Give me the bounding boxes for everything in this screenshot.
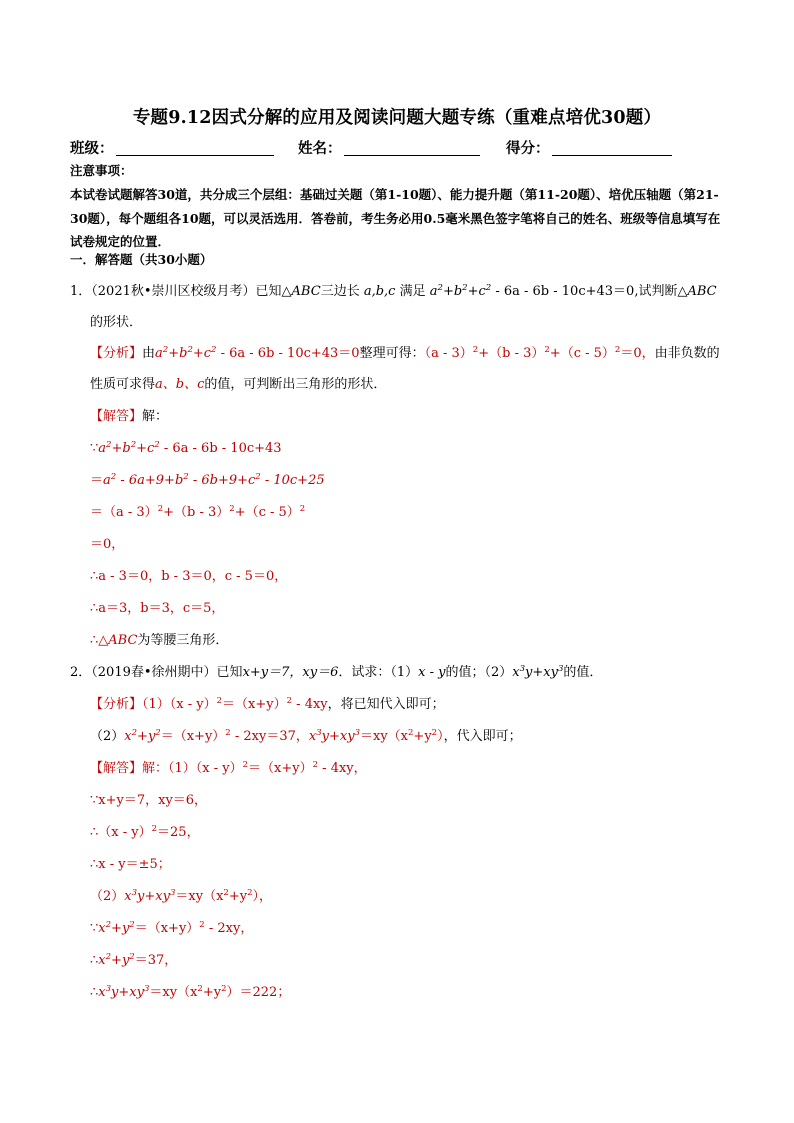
q1-vars: a,b,c (363, 284, 396, 299)
q2-source: （2019春•徐州期中） (91, 665, 217, 680)
q2-stem-text: 的值；（2） (445, 665, 513, 680)
q1-analysis-line1 (90, 345, 720, 363)
q2-step-2: ∴（x - y）$^2$＝25， (90, 824, 200, 840)
q1-analysis-vars: a、b、c (155, 377, 205, 392)
q1-triangle: ABC (108, 633, 138, 648)
q2-analysis-text: （2） (90, 729, 125, 744)
q2-analysis-tag: 【分析】 (90, 697, 143, 712)
q1-conclusion-text: 为等腰三角形． (137, 633, 229, 648)
notice-title: 注意事项： (70, 163, 133, 178)
score-field[interactable] (506, 137, 672, 158)
q1-source: （2021秋•崇川区校级月考） (91, 284, 256, 299)
q2-expr: $x^3y+xy^3$ (512, 664, 564, 680)
q1-analysis-text: 性质可求得 (90, 377, 156, 392)
q2-given: x+y＝7，xy＝6 (242, 665, 339, 680)
q1-step-6: ∴a＝3，b＝3，c＝5， (90, 601, 225, 616)
q2-analysis-text: - 4xy (292, 697, 328, 712)
q2-step-text: ）＝222； (226, 985, 291, 1000)
q1-analysis-tag: 【分析】 (90, 346, 143, 361)
q2-analysis-line2: $(2)x^2+y^2=(x+y)^2 - 2xy=37$，$x^3y+xy^3=xy(x^2+y^2)$，代入即可； (90, 728, 522, 744)
q2-number: 2． (70, 665, 92, 680)
q2-solution-text: 解：（1）（x - y） (142, 761, 243, 776)
q1-step-text: ＝ (90, 473, 104, 488)
q2-step-3: ∴x - y＝±5； (90, 857, 171, 872)
q2-step-text: ＝37， (134, 953, 178, 968)
q2-analysis-text: （1）（x - y） (142, 697, 217, 712)
q2-step-text: （2） (90, 889, 125, 904)
therefore-symbol: ∴ (90, 985, 99, 1000)
q1-equation-tail: - 6a - 6b - 10c+43＝0,试判断△ (491, 284, 688, 299)
q2-solution-tag: 【解答】 (90, 761, 143, 776)
score-label: 得分： (506, 140, 550, 157)
notice-body: 本试卷试题解答30道，共分成三个层组：基础过关题（第1-10题）、能力提升题（第11-20题）、培优压轴题（第21-30题），每个题组各10题，可以灵活选用．答卷前，考生务必用0.5毫米黑色签字笔将自己的姓名、班级等信息填写在试卷规定的位置． (70, 187, 721, 249)
q1-analysis-text: 由 (142, 346, 156, 361)
q2-analysis-line1: 【分析】$(1)(x - y)^2=(x+y)^2 - 4xy$，将已知代入即可； (90, 696, 445, 712)
q1-triangle: ABC (291, 284, 321, 299)
q1-step-1: $\because a^2+b^2+c^2 - 6a - 6b - 10c+43$ (90, 440, 282, 456)
q1-analysis-equation: $a^2+b^2+c^2$ (155, 345, 217, 361)
q1-step-3: ＝（a - 3）$^2$+（b - 3）$^2$+（c - 5）$^2$ (90, 504, 306, 520)
q1-equation: $a^2+b^2+c^2$ (429, 283, 492, 299)
q1-step-5: ∴a - 3＝0，b - 3＝0，c - 5＝0， (90, 569, 288, 584)
q2-step-text: ∴（x - y） (90, 825, 152, 840)
score-blank[interactable] (552, 141, 672, 156)
q1-step-text: ＝（a - 3） (90, 505, 158, 520)
q1-analysis-text: 的值，可判断出三角形的形状． (204, 377, 387, 392)
q2-analysis-text: ＝（x+y） (222, 697, 287, 712)
q1-analysis-text: 整理可得： (359, 346, 425, 361)
q2-stem-text: 的值． (563, 665, 603, 680)
q1-stem-text: 已知△ (255, 284, 292, 299)
q2-stem-text: ．试求：（1） (338, 665, 419, 680)
name-field[interactable] (298, 137, 480, 158)
q1-solution-head (90, 408, 168, 426)
q1-conclusion (90, 632, 228, 650)
q2-solution-head: 【解答】解：$(1)(x - y)^2=(x+y)^2 - 4xy$， (90, 760, 367, 776)
class-blank[interactable] (116, 141, 274, 156)
q1-triangle: ABC (687, 284, 717, 299)
q1-analysis-line2 (90, 376, 386, 394)
q2-step-1: ∵x+y＝7，xy＝6， (90, 793, 208, 808)
because-symbol: ∵ (90, 441, 99, 456)
q1-step-4: ＝0， (90, 537, 125, 552)
q2-stem-text: 已知 (216, 665, 243, 680)
q2-step-7: $\therefore x^3y+xy^3=xy(x^2+y^2)=222$； (90, 984, 291, 1000)
because-symbol: ∵ (90, 921, 99, 936)
section-title: 一．解答题（共30小题） (70, 252, 213, 267)
q1-solution-tag: 【解答】 (90, 409, 143, 424)
q2-stem (70, 664, 602, 682)
q1-stem-text: 满足 (399, 284, 426, 299)
class-label: 班级： (70, 140, 114, 157)
name-label: 姓名： (298, 140, 342, 157)
q1-stem-end: 的形状． (90, 315, 143, 330)
q1-analysis-text: 由非负数的 (654, 346, 720, 361)
q1-stem-line1 (70, 283, 717, 301)
q1-stem-text: 三边长 (320, 284, 360, 299)
therefore-symbol: ∴ (90, 953, 99, 968)
q2-expr: x - y (418, 665, 446, 680)
q1-step-2: $=a^2 - 6a+9+b^2 - 6b+9+c^2 - 10c+25$ (90, 472, 325, 488)
q2-step-5: $\because x^2+y^2=(x+y)^2 - 2xy$， (90, 920, 254, 936)
student-info-row (70, 137, 730, 159)
class-field[interactable] (70, 137, 274, 158)
q2-analysis-text: ，代入即可； (443, 729, 522, 744)
q1-number: 1． (70, 284, 92, 299)
therefore-symbol: ∴△ (90, 633, 109, 648)
q2-analysis-text: ，将已知代入即可； (327, 697, 445, 712)
q1-step-text: - 6a - 6b - 10c+43 (159, 441, 282, 456)
name-blank[interactable] (344, 141, 480, 156)
q1-solution-text: 解： (142, 409, 169, 424)
q1-analysis-square-form: （a - 3）$^2$+（b - 3）$^2$+（c - 5）$^2$＝0， (424, 345, 655, 361)
q2-step-4: $(2)x^3y+xy^3=xy(x^2+y^2)$， (90, 888, 273, 904)
q1-analysis-equation-tail: - 6a - 6b - 10c+43＝0 (216, 346, 360, 361)
q2-step-text: ＝25， (157, 825, 200, 840)
q2-step-6: $\therefore x^2+y^2=37$， (90, 952, 178, 968)
document-title: 专题9.12因式分解的应用及阅读问题大题专练（重难点培优30题） (132, 108, 662, 128)
